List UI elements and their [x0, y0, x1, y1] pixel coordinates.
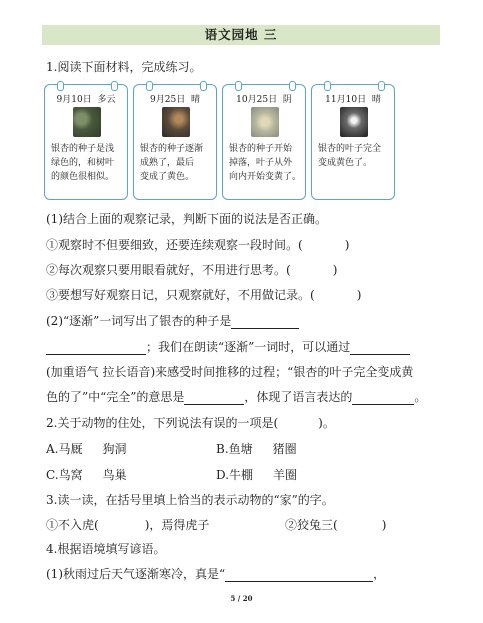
q2-options-row: D.牛棚 羊圈 — [216, 468, 298, 482]
card-ring — [146, 81, 153, 91]
answer-blank[interactable] — [352, 391, 414, 405]
q3-item-b: ②狡兔三( ) — [285, 518, 387, 532]
card-ring — [111, 81, 118, 91]
observation-card — [44, 84, 128, 200]
card-text: 银杏的叶子完全 变成黄色了。 — [318, 144, 382, 168]
ginkgo-photo — [340, 107, 368, 137]
question-4-title: 4.根据语境填写谚语。 — [46, 542, 166, 556]
card-ring — [235, 81, 242, 91]
answer-blank[interactable] — [231, 315, 299, 329]
q1-2-line-2: ；我们在朗读“逐渐”一词时，可以通过 — [46, 338, 410, 355]
card-header: 9月10日 多云 — [56, 95, 116, 105]
card-header: 10月25日 阴 — [236, 95, 292, 105]
observation-card — [133, 84, 217, 200]
card-ring — [57, 81, 64, 91]
card-ring — [324, 81, 331, 91]
card-text: 银杏的种子逐渐 成熟了，最后 变成了黄色。 — [140, 144, 204, 182]
q1-2-line-4: 色的了”中“完全”的意思是 ，体现了语言表达的 。 — [46, 390, 427, 404]
card-ring — [289, 81, 296, 91]
option-b[interactable]: B.鱼塘 — [216, 442, 253, 456]
q2-options-row: A.马厩 狗洞 — [46, 442, 127, 456]
q1-1-item: ③要想写好观察日记，只观察就好，不用做记录。( ) — [46, 288, 362, 302]
ginkgo-photo — [251, 107, 279, 137]
q1-2-line-1: (2)“逐渐”一词写出了银杏的种子是 — [46, 312, 299, 329]
card-header: 11月10日 晴 — [325, 95, 381, 105]
question-3-title: 3.读一读，在括号里填上恰当的表示动物的“家”的字。 — [46, 493, 334, 507]
card-text: 银杏的种子开始 掉落，叶子从外 向内开始变黄了。 — [229, 144, 302, 182]
card-header: 9月25日 晴 — [150, 95, 200, 105]
observation-card — [311, 84, 395, 200]
q1-2-line-3: (加重语气 拉长语音)来感受时间推移的过程；“银杏的叶子完全变成黄 — [46, 365, 414, 379]
ginkgo-photo — [162, 107, 190, 137]
section-banner: 语文园地 三 — [42, 25, 440, 45]
q1-1-intro: (1)结合上面的观察记录，判断下面的说法是否正确。 — [46, 212, 328, 226]
card-text: 银杏的种子是浅 绿色的，和树叶 的颜色很相似。 — [51, 144, 115, 182]
q1-1-item: ②每次观察只要用眼看就好，不用进行思考。( ) — [46, 263, 338, 277]
question-1-title: 1.阅读下面材料，完成练习。 — [46, 60, 202, 74]
option-c[interactable]: C.鸟窝 — [46, 468, 83, 482]
observation-card — [222, 84, 306, 200]
q2-options-row: C.鸟窝 鸟巢 — [46, 468, 127, 482]
option-d[interactable]: D.牛棚 — [216, 468, 254, 482]
card-ring — [378, 81, 385, 91]
q1-1-item: ①观察时不但要细致，还要连续观察一段时间。( ) — [46, 238, 350, 252]
question-2-title: 2.关于动物的住处，下列说法有误的一项是( )。 — [46, 416, 335, 430]
page-number: 5 / 20 — [230, 594, 253, 603]
option-a[interactable]: A.马厩 — [46, 442, 83, 456]
q3-item-a: ①不入虎( )，焉得虎子 — [46, 518, 210, 532]
card-ring — [200, 81, 207, 91]
q4-item-1: (1)秋雨过后天气逐渐寒冷，真是“ ， — [46, 567, 386, 581]
answer-blank[interactable] — [225, 568, 373, 582]
answer-blank[interactable] — [184, 391, 244, 405]
answer-blank[interactable] — [46, 341, 146, 355]
ginkgo-photo — [73, 107, 101, 137]
q2-options-row: B.鱼塘 猪圈 — [216, 442, 297, 456]
answer-blank[interactable] — [350, 341, 410, 355]
